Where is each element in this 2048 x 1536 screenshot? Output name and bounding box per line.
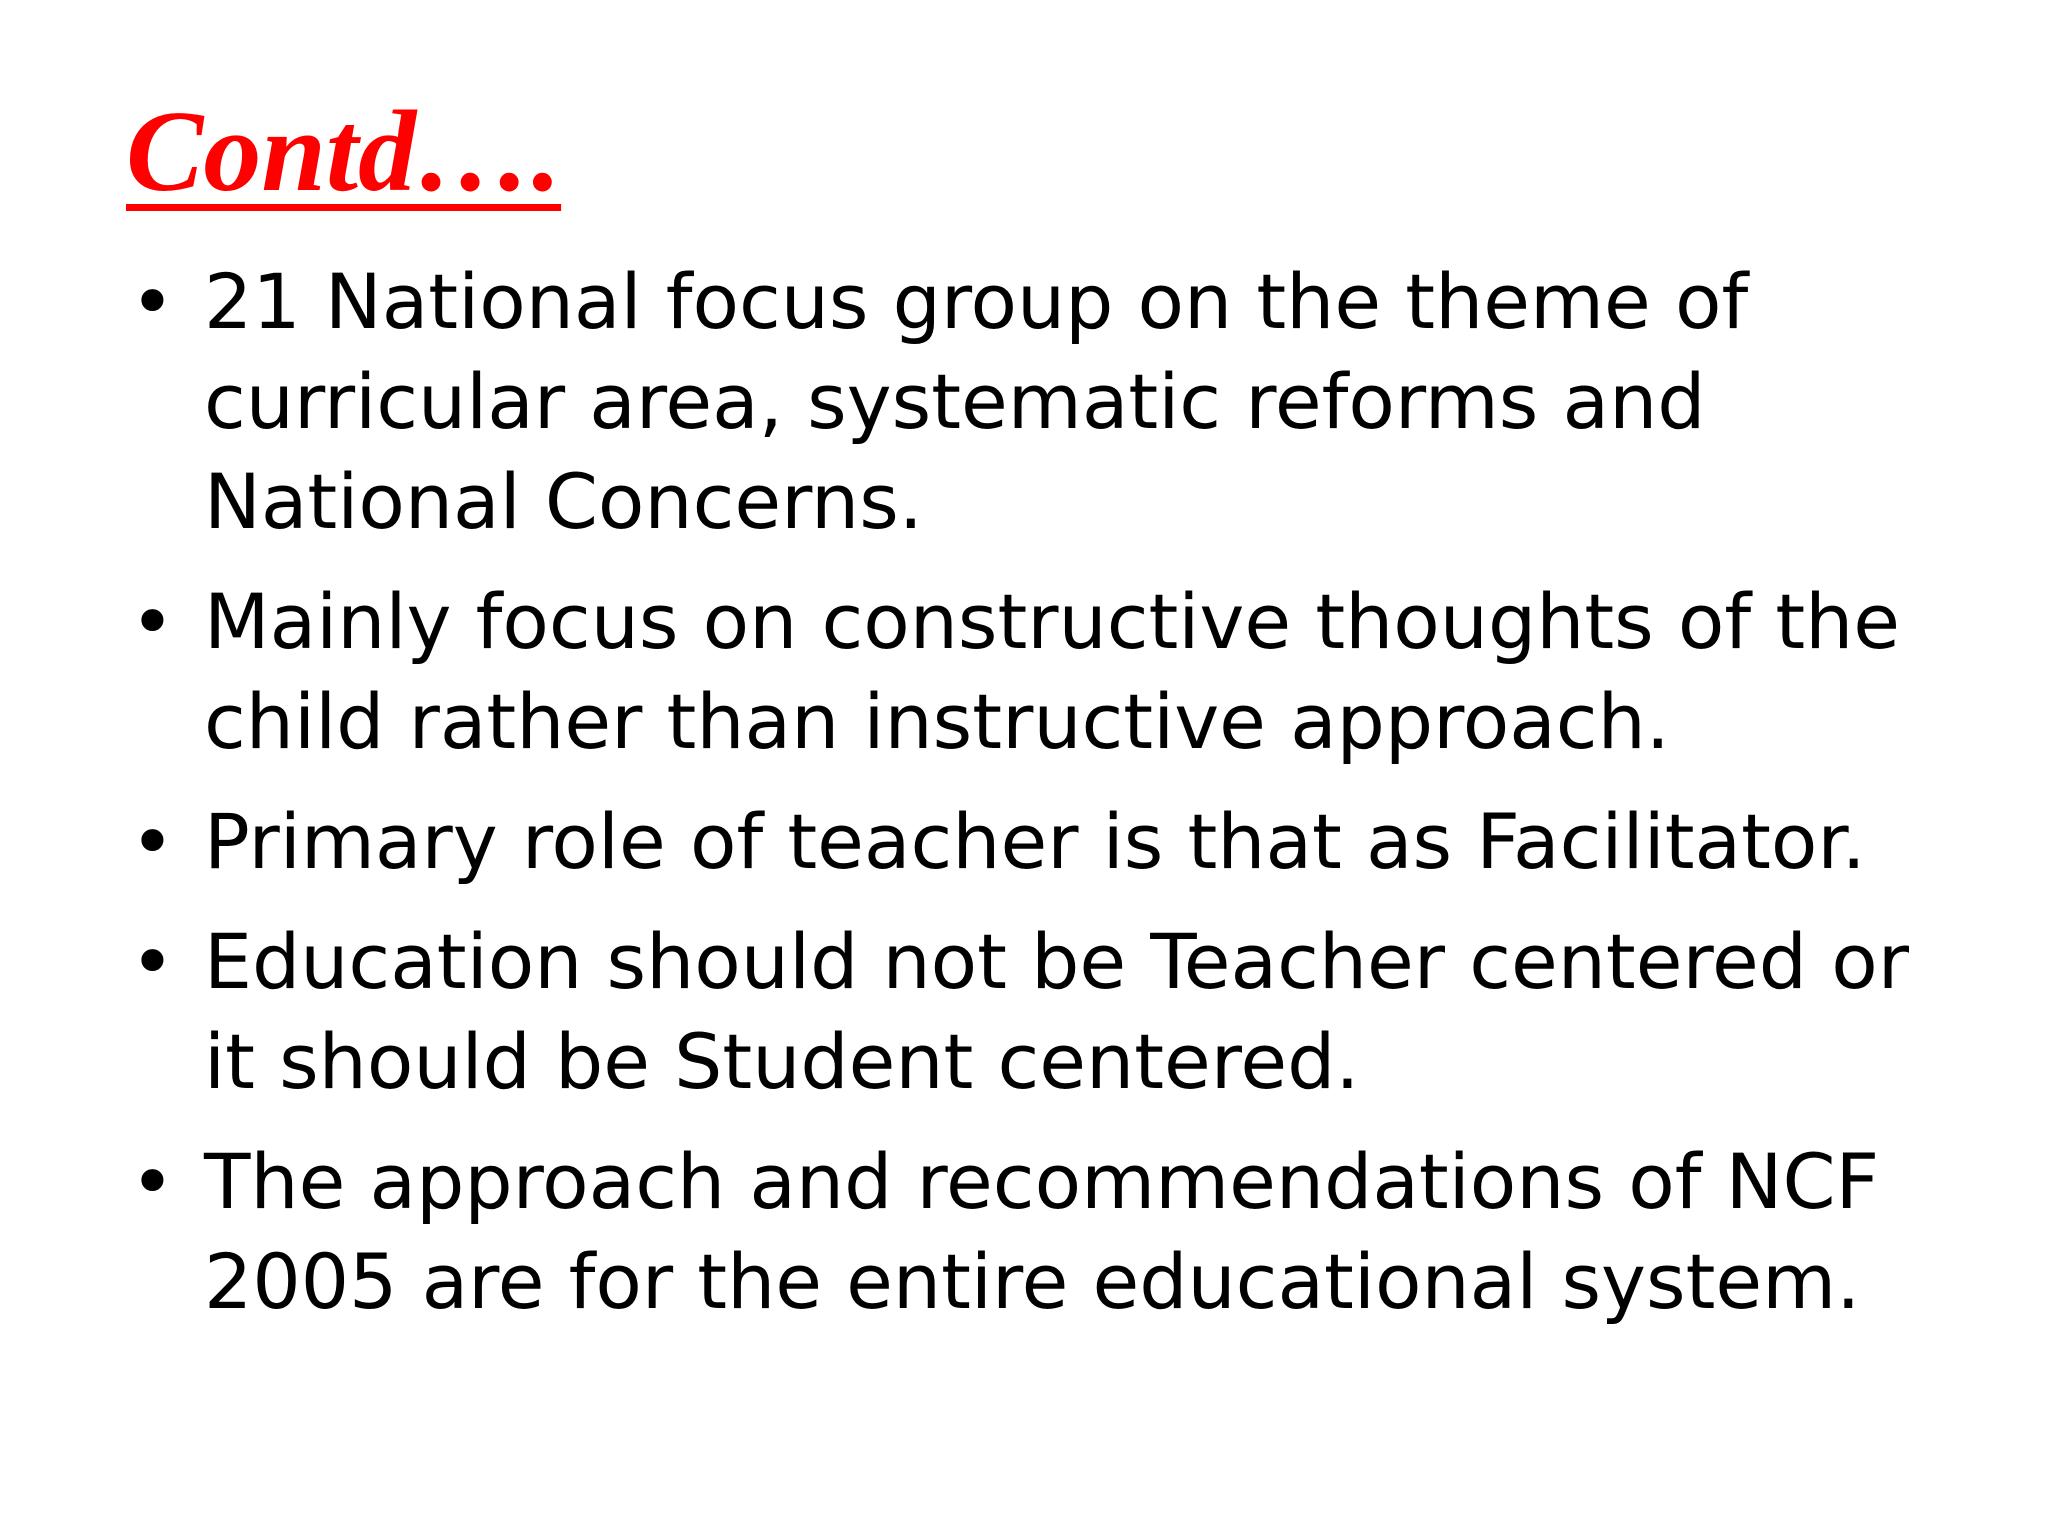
bullet-item (126, 252, 1926, 552)
bullet-text: Education should not be Teacher centered or it should be Student centered. (204, 917, 1909, 1106)
bullet-text: 21 National focus group on the theme of curricular area, systematic reforms and National Concerns. (204, 257, 1749, 546)
bullet-text: The approach and recommendations of NCF 2005 are for the entire educational system. (204, 1137, 1880, 1326)
bullet-text: Mainly focus on constructive thoughts of the child rather than instructive approach. (204, 577, 1901, 766)
bullet-icon: • (130, 1137, 175, 1226)
bullet-icon: • (130, 917, 175, 1006)
bullet-list (126, 252, 1926, 1352)
bullet-icon: • (130, 257, 175, 346)
bullet-item (126, 912, 1926, 1112)
bullet-icon: • (130, 797, 175, 886)
bullet-text: Primary role of teacher is that as Facilitator. (204, 797, 1866, 886)
bullet-item (126, 1132, 1926, 1332)
bullet-item (126, 792, 1926, 892)
slide-title: Contd…. (126, 88, 562, 216)
bullet-item (126, 572, 1926, 772)
bullet-icon: • (130, 577, 175, 666)
